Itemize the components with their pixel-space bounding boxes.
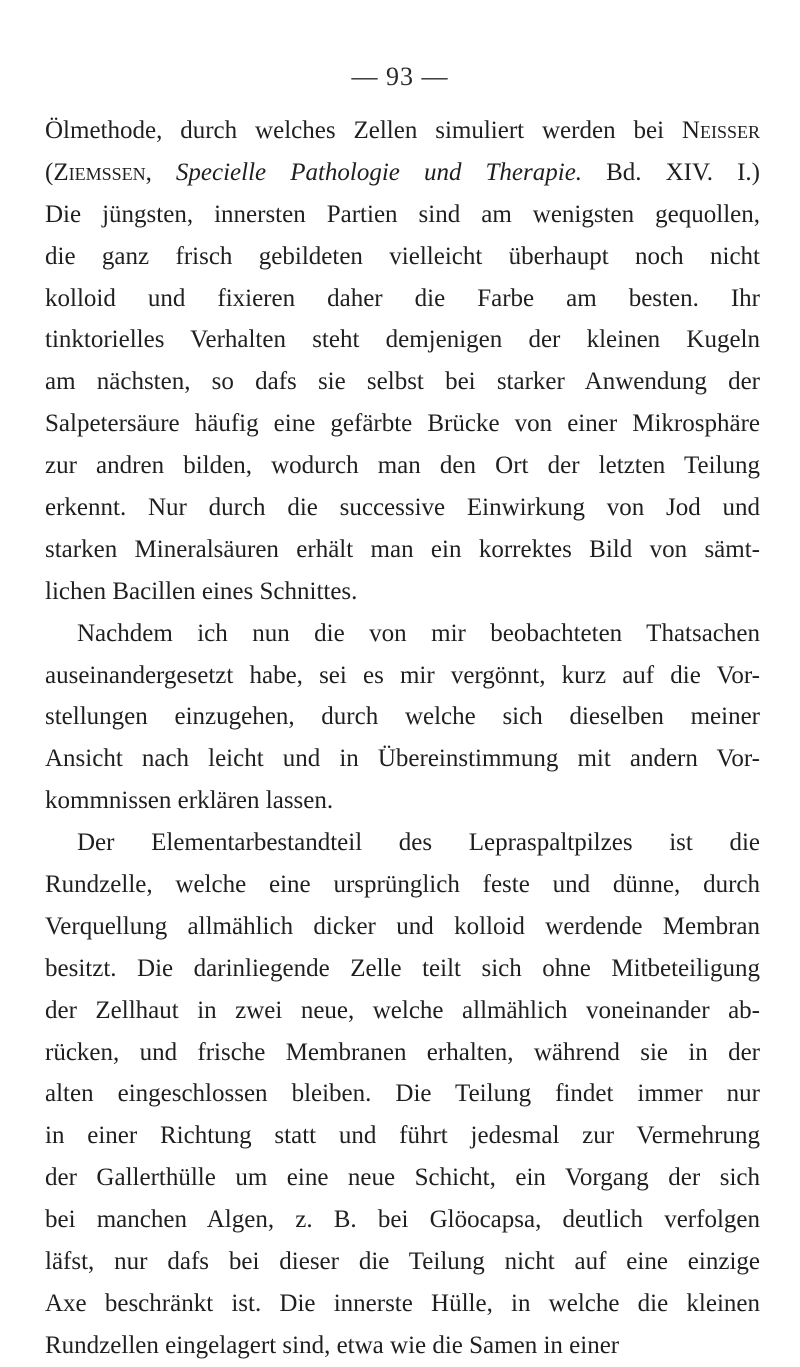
text-line: bei manchen Algen, z. B. bei Glöocapsa, deutlich verfolgen xyxy=(45,1206,760,1234)
page-number: — 93 — xyxy=(351,62,449,91)
text-line: der Zellhaut in zwei neue, welche allmählich voneinander ab- xyxy=(45,996,760,1024)
text-line: Rundzelle, welche eine ursprünglich feste und dünne, durch xyxy=(45,871,760,899)
text-line: Ansicht nach leicht und in Übereinstimmung mit andern Vor- xyxy=(45,745,760,773)
text-line: Nachdem ich nun die von mir beobachteten Thatsachen xyxy=(77,619,760,647)
text-line: zur andren bilden, wodurch man den Ort der letzten Teilung xyxy=(45,452,760,480)
text-line: Die jüngsten, innersten Partien sind am wenigsten gequollen, xyxy=(45,200,760,228)
text-line: besitzt. Die darinliegende Zelle teilt sich ohne Mitbeteiligung xyxy=(45,954,760,982)
text-line: Rundzellen eingelagert sind, etwa wie die Samen in einer xyxy=(45,1331,620,1359)
text-line: am nächsten, so dafs sie selbst bei starker Anwendung der xyxy=(45,368,760,396)
text-line: die ganz frisch gebildeten vielleicht überhaupt noch nicht xyxy=(45,242,760,270)
text-line: Salpetersäure häufig eine gefärbte Brücke von einer Mikrosphäre xyxy=(45,410,760,438)
text-line: (Ziemssen, Specielle Pathologie und Therapie. Bd. XIV. I.) xyxy=(45,158,761,186)
text-line: läfst, nur dafs bei dieser die Teilung nicht auf eine einzige xyxy=(45,1248,760,1276)
text-line: Axe beschränkt ist. Die innerste Hülle, in welche die kleinen xyxy=(45,1289,760,1317)
text-line: stellungen einzugehen, durch welche sich dieselben meiner xyxy=(45,703,760,731)
text-line: lichen Bacillen eines Schnittes. xyxy=(45,577,358,605)
text-line: Ölmethode, durch welches Zellen simuliert werden bei Neisser xyxy=(45,117,760,144)
text-line: alten eingeschlossen bleiben. Die Teilung findet immer nur xyxy=(45,1080,760,1108)
text-line: der Gallerthülle um eine neue Schicht, ein Vorgang der sich xyxy=(45,1164,760,1192)
author-name: Neisser xyxy=(681,117,760,144)
text-line: in einer Richtung statt und führt jedesmal zur Vermehrung xyxy=(45,1122,760,1150)
text-line: kommnissen erklären lassen. xyxy=(45,787,334,815)
text-line: Der Elementarbestandteil des Lepraspaltpilzes ist die xyxy=(77,829,760,857)
text-line: erkennt. Nur durch die successive Einwirkung von Jod und xyxy=(45,494,760,522)
text-line: tinktorielles Verhalten steht demjenigen der kleinen Kugeln xyxy=(45,326,760,354)
book-title: Specielle Pathologie und Therapie. xyxy=(175,158,583,186)
text-line: starken Mineralsäuren erhält man ein korrektes Bild von sämt- xyxy=(45,535,760,563)
text-line: rücken, und frische Membranen erhalten, während sie in der xyxy=(45,1038,760,1066)
text-line: kolloid und fixieren daher die Farbe am besten. Ihr xyxy=(45,284,760,312)
text-line: Verquellung allmählich dicker und kolloid werdende Membran xyxy=(45,912,760,940)
body-text xyxy=(45,110,760,1367)
author-name: Ziemssen xyxy=(53,158,146,186)
text-line: auseinandergesetzt habe, sei es mir vergönnt, kurz auf die Vor- xyxy=(45,661,760,689)
